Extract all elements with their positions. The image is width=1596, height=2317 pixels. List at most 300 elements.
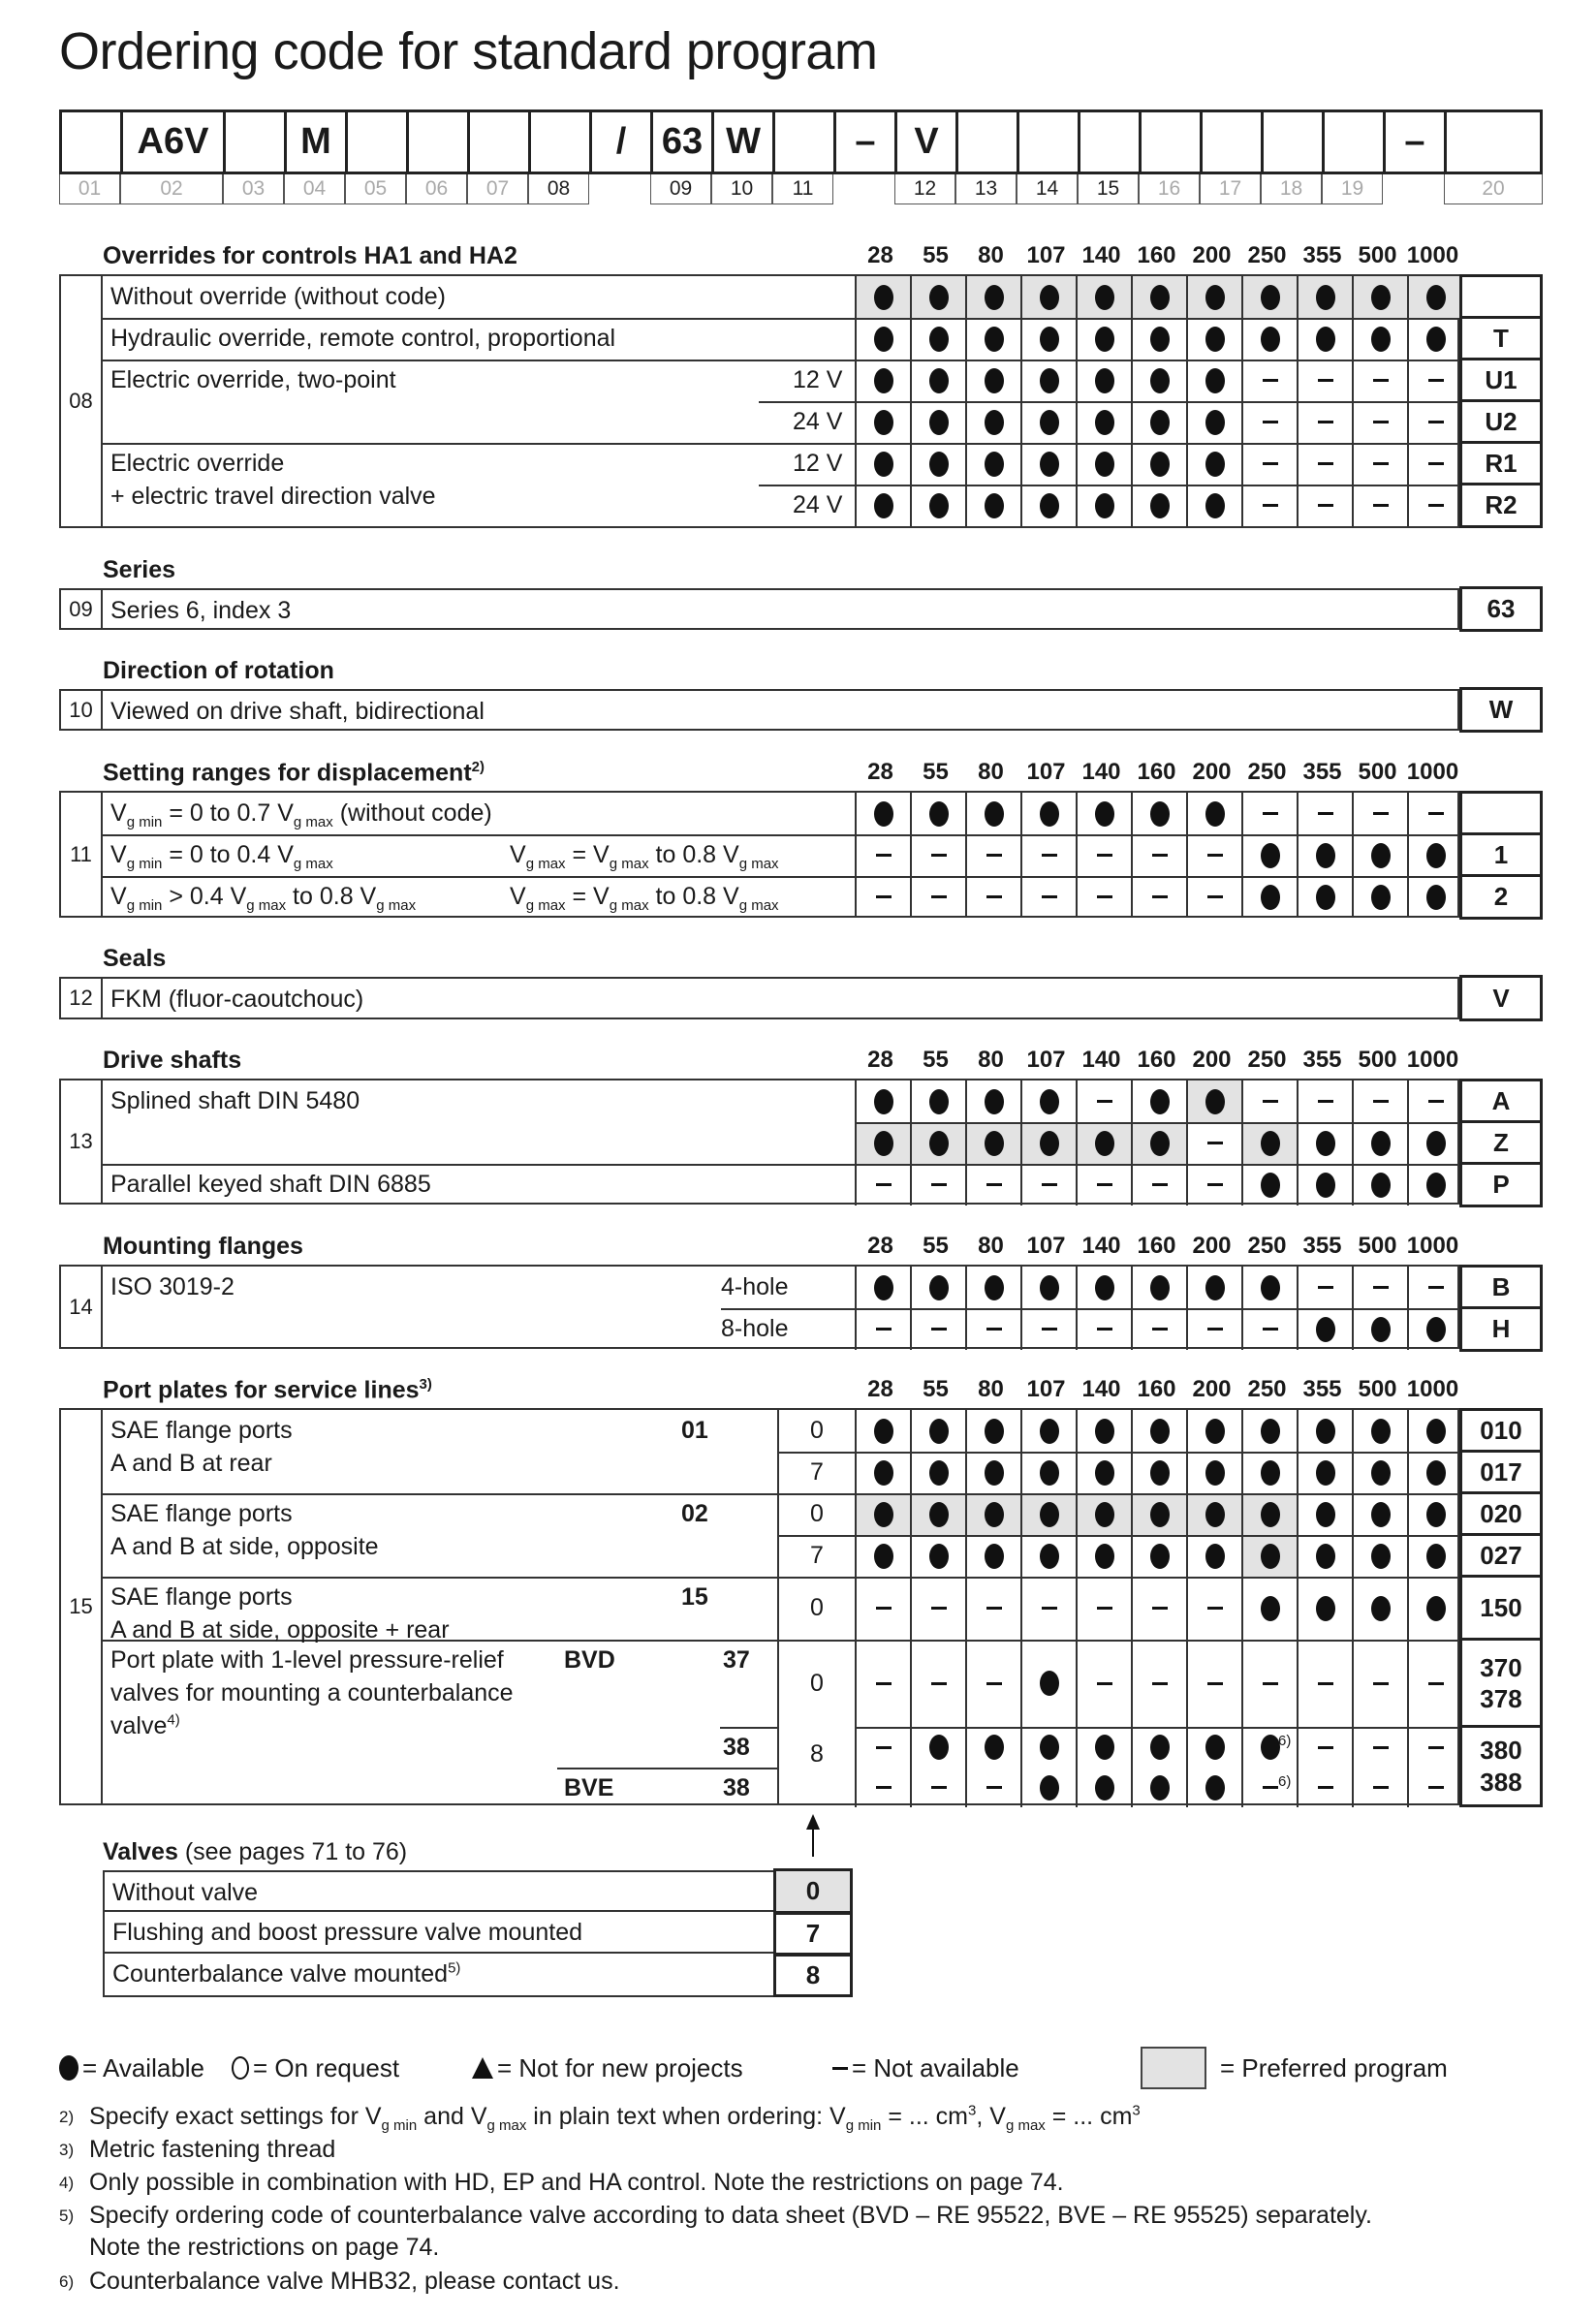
availability-cell [1241,1535,1297,1577]
availability-cell [855,360,910,401]
valve-code: 0 [810,1594,824,1621]
footnote [59,2134,335,2166]
dash-icon [1152,1183,1168,1186]
dash-icon [1152,1607,1168,1610]
code-separator: – [1383,110,1444,174]
filled-circle-icon [1095,1131,1114,1156]
row-divider [103,1493,1459,1495]
code-position-11: 11 [772,174,833,204]
availability-cell [1076,1164,1131,1205]
dash-icon [1318,504,1333,507]
availability-cell [1407,276,1462,318]
code-cell-03 [223,110,284,174]
availability-cell [1186,1768,1241,1807]
filled-circle-icon [874,368,893,393]
size-header [853,1233,1460,1260]
availability-cell [1241,1577,1297,1640]
filled-circle-icon [1261,1131,1280,1156]
dash-icon [1207,1682,1223,1685]
availability-cell [910,1164,965,1205]
size-label: 80 [978,1047,1004,1073]
dash-icon [931,1607,947,1610]
availability-cell [1186,876,1241,918]
position-number: 08 [61,276,103,526]
filled-circle-icon [985,1089,1004,1114]
size-label: 355 [1302,1233,1342,1259]
code-value: R1 [1485,449,1518,479]
availability-cell [1076,360,1131,401]
availability-cell [910,1410,965,1452]
availability-cell [1131,876,1186,918]
filled-circle-icon [1426,1131,1446,1156]
filled-circle-icon [1426,1317,1446,1342]
dash-icon [1263,1328,1278,1331]
filled-circle-icon [929,493,949,518]
availability-cell [910,1535,965,1577]
filled-circle-icon [1426,1502,1446,1527]
code-cell-13 [955,110,1017,174]
size-label: 355 [1302,759,1342,785]
availability-cell [965,401,1020,443]
section-title-overrides: Overrides for controls HA1 and HA2 [103,242,517,269]
filled-circle-icon [1095,285,1114,310]
filled-circle-icon [1426,1419,1446,1444]
row-label: Port plate with 1-level pressure-relief [110,1646,504,1674]
availability-cell [1186,401,1241,443]
filled-circle-icon [929,1544,949,1569]
row-label: Hydraulic override, remote control, proportional [110,325,616,352]
availability-cell [1020,276,1076,318]
row-divider [103,318,1459,320]
availability-cell [1297,401,1352,443]
filled-circle-icon [1316,1596,1335,1621]
availability-cell [1131,1768,1186,1807]
availability-cell [1186,318,1241,360]
filled-circle-icon [929,1502,949,1527]
availability-cell [1241,1164,1297,1205]
legend-not-available: = Not available [832,2053,1141,2083]
triangle-icon [472,2057,493,2079]
code-port-plate [1459,1575,1543,1642]
dash-icon [1097,1100,1112,1103]
dash-icon [876,1786,892,1789]
valve-row [103,1954,779,1997]
direction-label: Viewed on drive shaft, bidirectional [110,698,485,725]
filled-circle-icon [1095,452,1114,477]
section-title-mounting-flanges: Mounting flanges [103,1233,303,1260]
dash-icon [1373,1100,1389,1103]
filled-circle-icon [59,2055,78,2081]
filled-circle-icon [1205,327,1225,352]
availability-cell [1352,360,1407,401]
row-divider [779,1535,1459,1537]
filled-circle-icon [1040,1775,1059,1800]
code-cell-14 [1017,110,1078,174]
availability-cell [1297,1452,1352,1493]
setting-ranges-table [59,791,1459,918]
filled-circle-icon [1040,493,1059,518]
filled-circle-icon [985,1502,1004,1527]
code-position-16: 16 [1139,174,1200,204]
availability-cell [1241,360,1297,401]
dash-icon [986,1682,1002,1685]
filled-circle-icon [1205,285,1225,310]
voltage-label: 12 V [793,366,843,393]
availability-row [855,1452,1462,1493]
availability-cell [1241,1122,1297,1164]
size-label: 140 [1081,1376,1121,1402]
dash-icon [931,1682,947,1685]
availability-cell [1020,1535,1076,1577]
code-cell-08 [528,110,589,174]
availability-cell [1407,1640,1462,1727]
availability-cell [1020,443,1076,485]
filled-circle-icon [1371,1317,1391,1342]
dash-icon [1207,854,1223,857]
code-position-05: 05 [345,174,406,204]
availability-cell [1186,1640,1241,1727]
filled-circle-icon [1426,327,1446,352]
availability-row [855,1577,1462,1640]
dash-icon [1263,1682,1278,1685]
filled-circle-icon [1261,1419,1280,1444]
filled-circle-icon [1261,1502,1280,1527]
legend-available: = Available [59,2053,232,2083]
filled-circle-icon [1150,1544,1170,1569]
availability-cell [1131,1410,1186,1452]
filled-circle-icon [1371,327,1391,352]
filled-circle-icon [1205,1419,1225,1444]
availability-cell [1131,318,1186,360]
code-valve: 7 [773,1912,853,1956]
availability-cell [1352,485,1407,526]
filled-circle-icon [985,1544,1004,1569]
code-direction: W [1459,687,1543,733]
row-divider [759,485,1459,486]
availability-cell [965,1080,1020,1122]
dash-icon [1428,379,1444,382]
filled-circle-icon [1095,1544,1114,1569]
dash-icon [1373,421,1389,423]
availability-cell [910,1640,965,1727]
availability-cell [1241,1308,1297,1350]
row-label: ISO 3019-2 [110,1273,235,1300]
dash-icon [1318,421,1333,423]
dash-icon [1318,379,1333,382]
filled-circle-icon [929,452,949,477]
size-label: 107 [1026,242,1066,268]
availability-cell [1297,834,1352,876]
legend-preferred: = Preferred program [1141,2047,1448,2089]
availability-cell [1241,1493,1297,1535]
row-label: Electric override, two-point [110,366,396,393]
row-label: + electric travel direction valve [110,483,436,510]
filled-circle-icon [1261,285,1280,310]
filled-circle-icon [1261,327,1280,352]
filled-circle-icon [1316,1544,1335,1569]
dash-icon [1318,1786,1333,1789]
availability-cell [1407,1164,1462,1205]
availability-cell [910,793,965,834]
filled-circle-icon [985,1460,1004,1486]
filled-circle-icon [1261,1735,1280,1760]
availability-cell [855,834,910,876]
filled-circle-icon [985,452,1004,477]
filled-circle-icon [1261,843,1280,868]
availability-cell [1241,401,1297,443]
availability-cell [1186,485,1241,526]
section-title-port-plates: Port plates for service lines$^{3)}$ [103,1376,432,1404]
row-label-right: $V_{g max} = V_{g max}$ to 0.8 $V_{g max}$ [510,841,779,872]
availability-cell [1186,1267,1241,1308]
filled-circle-icon [1150,1775,1170,1800]
availability-cell [1131,1308,1186,1350]
availability-cell [1407,443,1462,485]
dash-icon [1207,1183,1223,1186]
legend [59,2047,1448,2089]
dash-icon [1207,1328,1223,1331]
dash-icon [876,1682,892,1685]
filled-circle-icon [1316,885,1335,910]
availability-cell [1186,1410,1241,1452]
availability-cell [1407,1768,1462,1807]
availability-cell [1352,318,1407,360]
filled-circle-icon [1316,1131,1335,1156]
size-label: 80 [978,759,1004,785]
availability-cell [1407,1410,1462,1452]
filled-circle-icon [1040,1089,1059,1114]
code-position-13: 13 [955,174,1017,204]
code-cell-18 [1261,110,1322,174]
availability-cell [855,1122,910,1164]
footnote-ref: 5) [448,1959,461,1977]
footnote [59,2101,1141,2136]
availability-cell [1076,1768,1131,1807]
filled-circle-icon [1040,285,1059,310]
valve-code: 7 [810,1542,824,1569]
availability-cell [1076,793,1131,834]
availability-cell [1352,1577,1407,1640]
availability-cell [1186,1727,1241,1768]
footnote-text: Counterbalance valve MHB32, please contact us. [89,2268,620,2295]
size-label: 200 [1192,1376,1232,1402]
size-label: 500 [1358,1233,1397,1259]
footnote-id: 6) [59,2272,75,2291]
section-title-series: Series [103,556,176,583]
filled-circle-icon [1371,1419,1391,1444]
code-value: H [1491,1314,1511,1344]
availability-cell [855,485,910,526]
filled-circle-icon [1150,1419,1170,1444]
filled-circle-icon [1316,843,1335,868]
availability-cell [1020,401,1076,443]
code-cell-19 [1322,110,1383,174]
availability-cell [1352,1535,1407,1577]
code-position-02: 02 [120,174,223,204]
availability-cell [1241,1727,1297,1768]
availability-cell [1297,485,1352,526]
filled-circle-icon [929,410,949,435]
code-cell-02: A6V [120,110,223,174]
filled-circle-icon [1316,1460,1335,1486]
code-port-plate [1459,1638,1543,1729]
size-label: 200 [1192,1233,1232,1259]
filled-circle-icon [1095,368,1114,393]
size-label: 200 [1192,759,1232,785]
valve-label: Without valve [112,1879,259,1906]
dash-icon [1263,379,1278,382]
code-cell-11 [772,110,833,174]
availability-cell [1241,1452,1297,1493]
availability-cell [1352,1727,1407,1768]
valve-code: 0 [810,1669,824,1697]
size-label: 28 [867,759,893,785]
code-position-10: 10 [711,174,772,204]
code-setting-range [1459,791,1543,836]
row-label: Splined shaft DIN 5480 [110,1087,360,1114]
availability-cell [910,834,965,876]
availability-cell [1297,1267,1352,1308]
availability-cell [1297,793,1352,834]
size-label: 250 [1247,1233,1287,1259]
filled-circle-icon [1150,1460,1170,1486]
availability-cell [855,1452,910,1493]
filled-circle-icon [985,801,1004,827]
size-label: 1000 [1406,1047,1459,1073]
availability-cell [1186,1535,1241,1577]
availability-cell [965,318,1020,360]
filled-circle-icon [1150,285,1170,310]
availability-cell [1076,1727,1131,1768]
availability-cell [965,485,1020,526]
code-override [1459,274,1543,320]
dash-icon [1207,1607,1223,1610]
code-value: P [1492,1170,1510,1200]
filled-circle-icon [985,327,1004,352]
code-value: 2 [1493,882,1509,912]
dash-icon [986,854,1002,857]
dash-icon [1263,462,1278,465]
dash-icon [876,1607,892,1610]
code-value: 388 [1480,1767,1522,1797]
filled-circle-icon [1426,1596,1446,1621]
filled-circle-icon [1205,493,1225,518]
availability-cell [910,876,965,918]
availability-cell [1241,276,1297,318]
size-label: 160 [1137,1233,1176,1259]
code-cell-01 [59,110,120,174]
size-label: 55 [923,1233,949,1259]
availability-cell [1131,1267,1186,1308]
availability-cell [855,318,910,360]
row-divider [855,1122,1459,1124]
availability-cell [1186,1577,1241,1640]
size-label: 160 [1137,759,1176,785]
availability-cell [1131,1080,1186,1122]
availability-cell [1407,1493,1462,1535]
availability-cell [1407,1308,1462,1350]
drive-shafts-table [59,1079,1459,1205]
code-position-12: 12 [894,174,955,204]
availability-cell [965,1493,1020,1535]
code-position-03: 03 [223,174,284,204]
filled-circle-icon [1205,1544,1225,1569]
availability-cell [855,1267,910,1308]
availability-cell [855,876,910,918]
dash-icon [931,854,947,857]
availability-cell [910,1727,965,1768]
code-value: R2 [1485,490,1518,520]
dash-icon [1097,1328,1112,1331]
row-divider [759,401,1459,403]
availability-row [855,1308,1462,1350]
code-drive-shaft [1459,1162,1543,1207]
filled-circle-icon [1095,327,1114,352]
availability-cell [855,1164,910,1205]
filled-circle-icon [1095,1460,1114,1486]
availability-cell [1076,1640,1131,1727]
code-cell-07 [467,110,528,174]
availability-cell [1241,876,1297,918]
filled-circle-icon [1261,1544,1280,1569]
filled-circle-icon [1150,410,1170,435]
availability-cell [1020,318,1076,360]
availability-row [855,318,1462,360]
code-cell-12: V [894,110,955,174]
availability-cell [1297,318,1352,360]
availability-cell [1020,834,1076,876]
row-divider [720,1727,777,1729]
availability-cell [1352,876,1407,918]
row-label: valve$^{4)}$ [110,1711,180,1739]
availability-cell [1020,1164,1076,1205]
size-label: 1000 [1406,1376,1459,1402]
filled-circle-icon [1426,1544,1446,1569]
filled-circle-icon [985,1735,1004,1760]
availability-cell [1297,1122,1352,1164]
availability-cell [1407,1267,1462,1308]
filled-circle-icon [929,1089,949,1114]
availability-cell [855,276,910,318]
port-plates-table [59,1408,1459,1805]
filled-circle-icon [1316,1173,1335,1198]
filled-circle-icon [1316,1502,1335,1527]
dash-icon [1097,1682,1112,1685]
filled-circle-icon [1426,285,1446,310]
availability-cell [1131,1577,1186,1640]
footnote-id: 3) [59,2141,75,2159]
availability-cell [855,1640,910,1727]
availability-cell [855,1493,910,1535]
filled-circle-icon [1150,1131,1170,1156]
code-port-plate [1459,1491,1543,1537]
availability-cell [1020,1452,1076,1493]
filled-circle-icon [1316,1419,1335,1444]
availability-row [855,1640,1462,1727]
dash-icon [1373,1786,1389,1789]
filled-circle-icon [985,285,1004,310]
code-value: T [1493,324,1509,354]
availability-cell [1241,834,1297,876]
size-label: 160 [1137,242,1176,268]
size-label: 80 [978,1233,1004,1259]
availability-cell [965,1577,1020,1640]
code-cell-04: M [284,110,345,174]
availability-row [855,1122,1462,1164]
seals-table [59,977,1459,1019]
filled-circle-icon [1261,885,1280,910]
availability-cell [1020,360,1076,401]
